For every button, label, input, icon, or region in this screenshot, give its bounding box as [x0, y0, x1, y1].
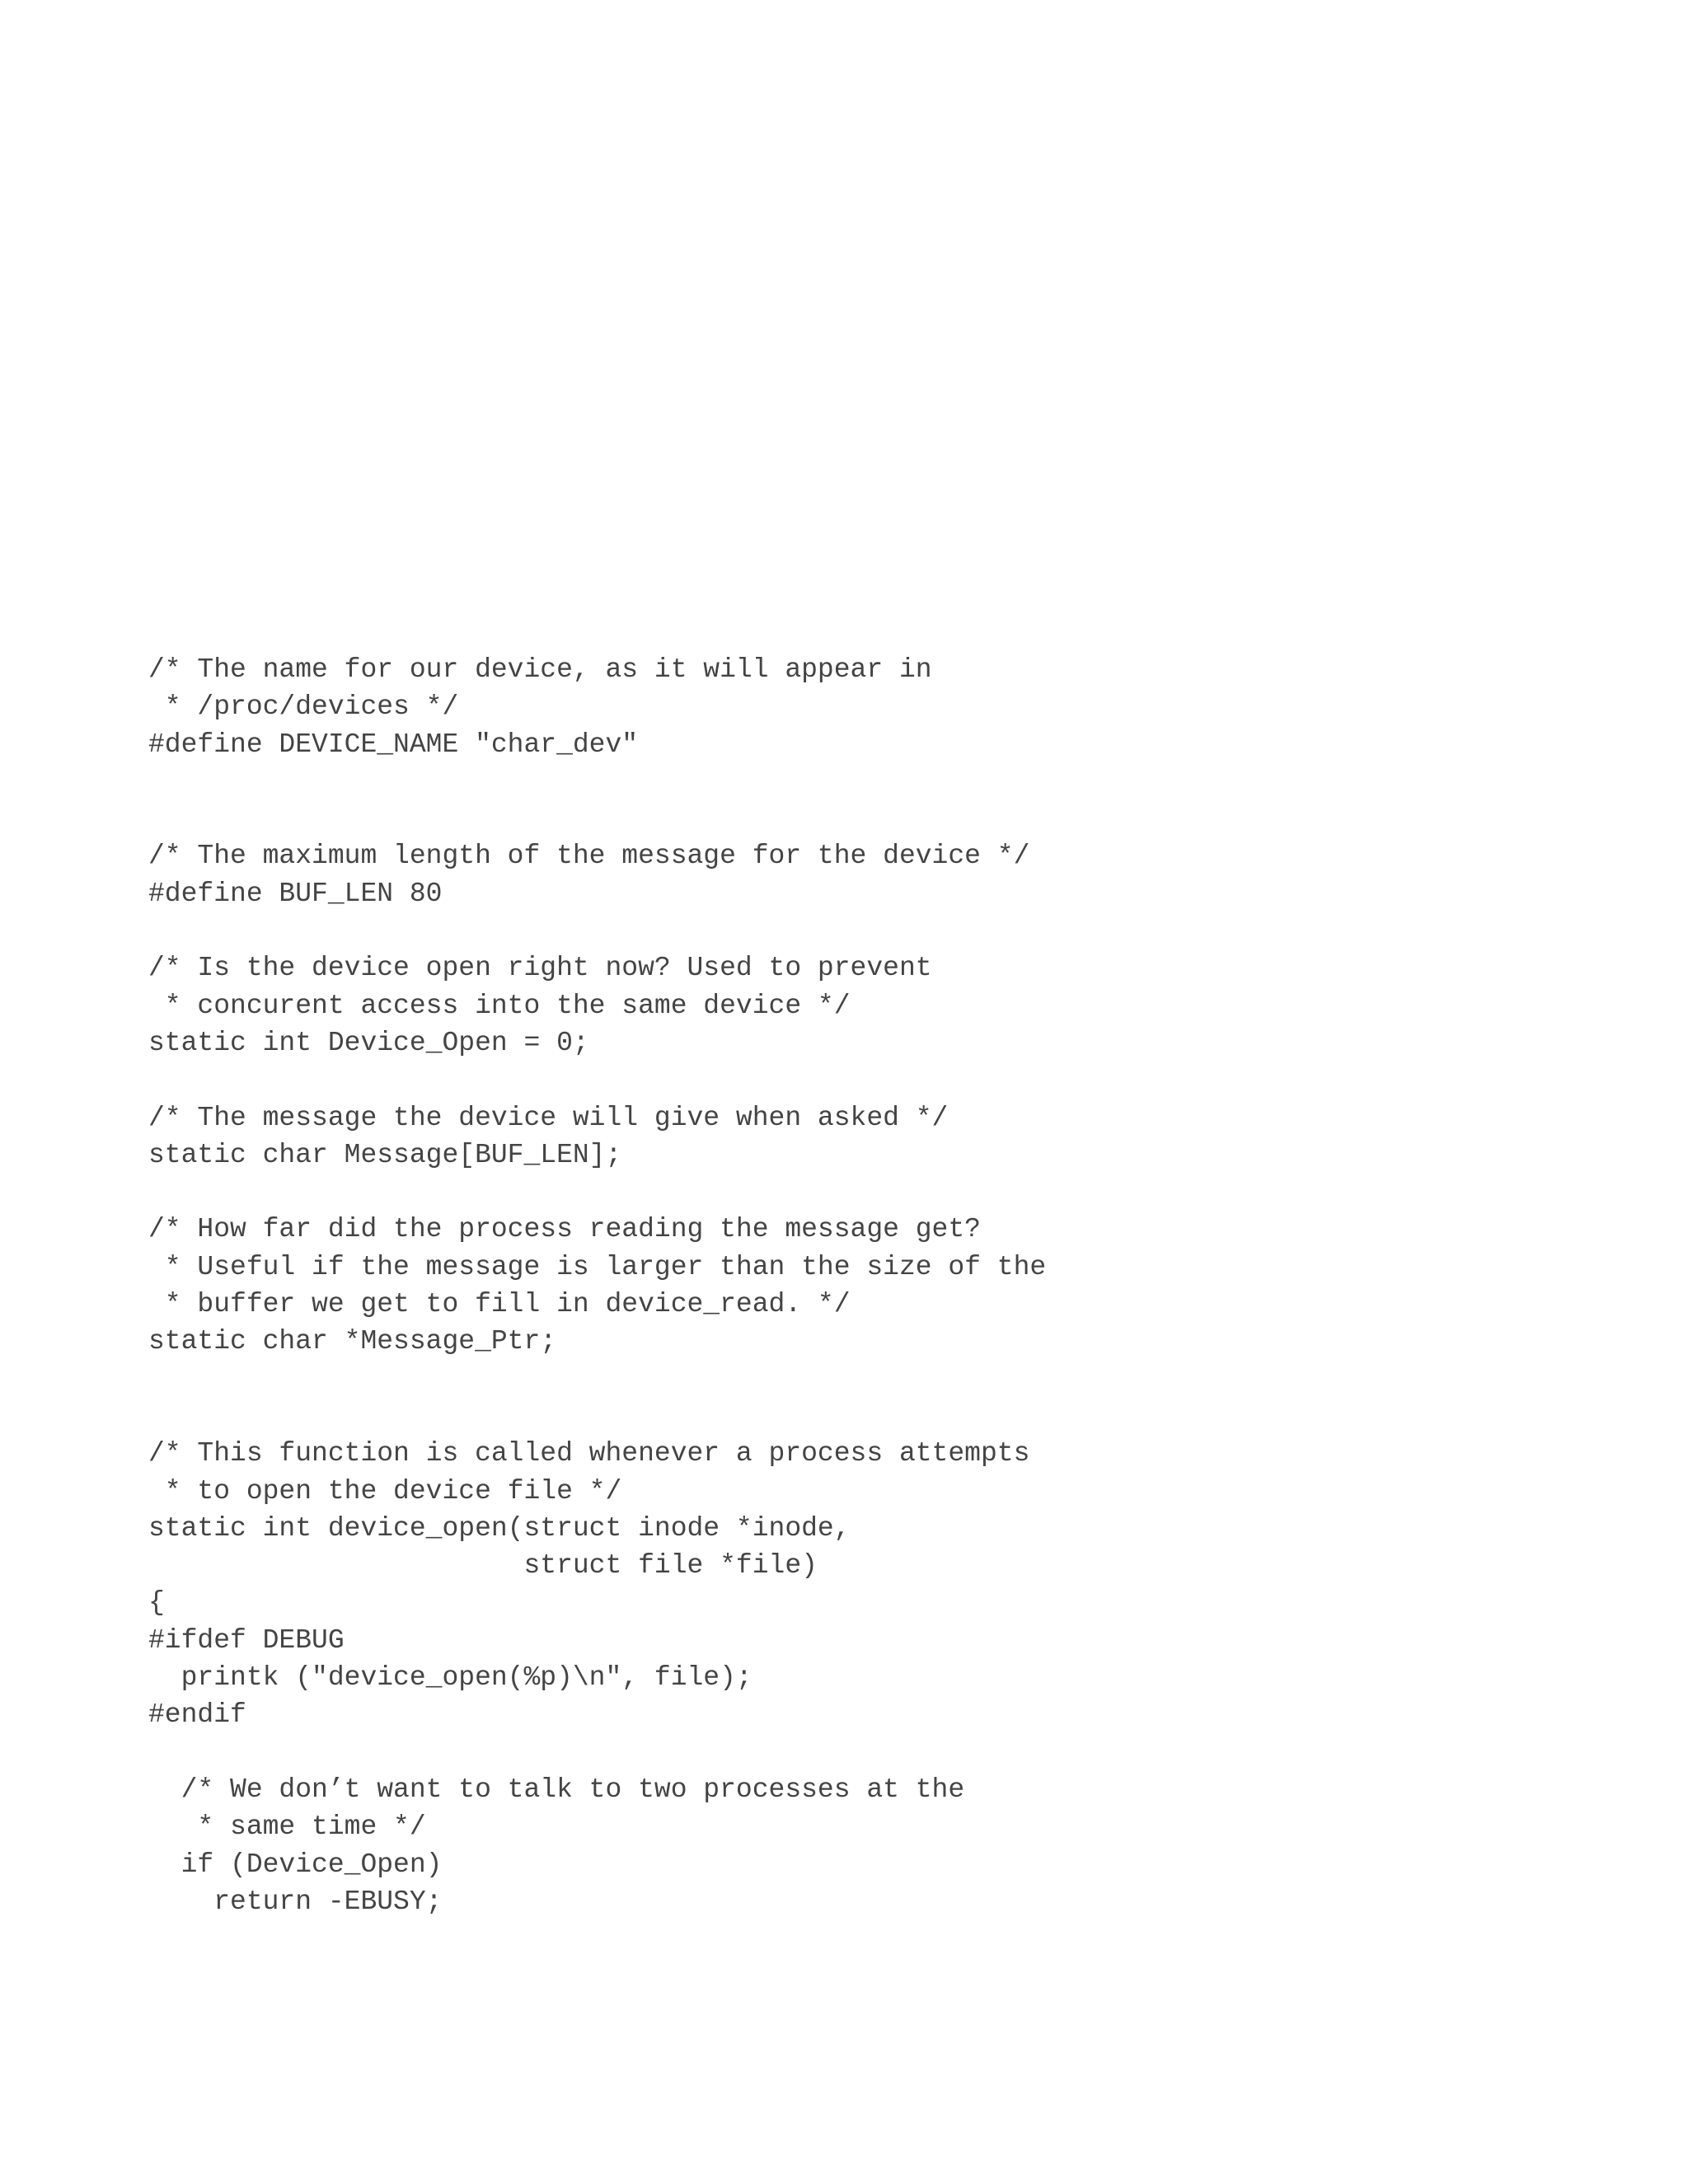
code-line	[148, 763, 1046, 800]
code-line: /* The message the device will give when asked */	[148, 1102, 949, 1133]
code-line: * buffer we get to fill in device_read. */	[148, 1289, 851, 1320]
code-line: return -EBUSY;	[148, 1886, 443, 1917]
code-line: * /proc/devices */	[148, 691, 459, 723]
code-line: if (Device_Open)	[148, 1849, 443, 1880]
code-line: static int device_open(struct inode *inode,	[148, 1512, 851, 1544]
code-line: static char Message[BUF_LEN];	[148, 1139, 622, 1170]
code-line: /* Is the device open right now? Used to prevent	[148, 953, 932, 984]
code-line: * same time */	[148, 1811, 426, 1843]
code-line: static int Device_Open = 0;	[148, 1027, 589, 1058]
code-line: #ifdef DEBUG	[148, 1624, 345, 1656]
code-line	[148, 912, 1046, 949]
code-line: /* How far did the process reading the message get?	[148, 1214, 981, 1245]
code-line: * Useful if the message is larger than the size of the	[148, 1251, 1047, 1282]
code-line: /* The maximum length of the message for the device */	[148, 841, 1030, 872]
code-line	[148, 1398, 1046, 1435]
code-line	[148, 1062, 1046, 1099]
code-listing	[148, 651, 1046, 1920]
code-line: struct file *file)	[148, 1550, 818, 1582]
code-line	[148, 800, 1046, 837]
code-line: * concurent access into the same device */	[148, 990, 851, 1021]
code-line: {	[148, 1587, 165, 1619]
code-line: /* We don’t want to talk to two processes at the	[148, 1774, 965, 1805]
code-line	[148, 1174, 1046, 1211]
code-line: #endif	[148, 1699, 246, 1731]
code-line: #define DEVICE_NAME "char_dev"	[148, 729, 639, 760]
code-line	[148, 1734, 1046, 1771]
code-line: /* The name for our device, as it will appear in	[148, 654, 932, 685]
code-line: #define BUF_LEN 80	[148, 878, 443, 909]
code-line: printk ("device_open(%p)\n", file);	[148, 1662, 753, 1694]
code-line: static char *Message_Ptr;	[148, 1326, 557, 1357]
code-line: * to open the device file */	[148, 1475, 622, 1507]
code-line: /* This function is called whenever a process attempts	[148, 1438, 1030, 1469]
code-line	[148, 1361, 1046, 1398]
